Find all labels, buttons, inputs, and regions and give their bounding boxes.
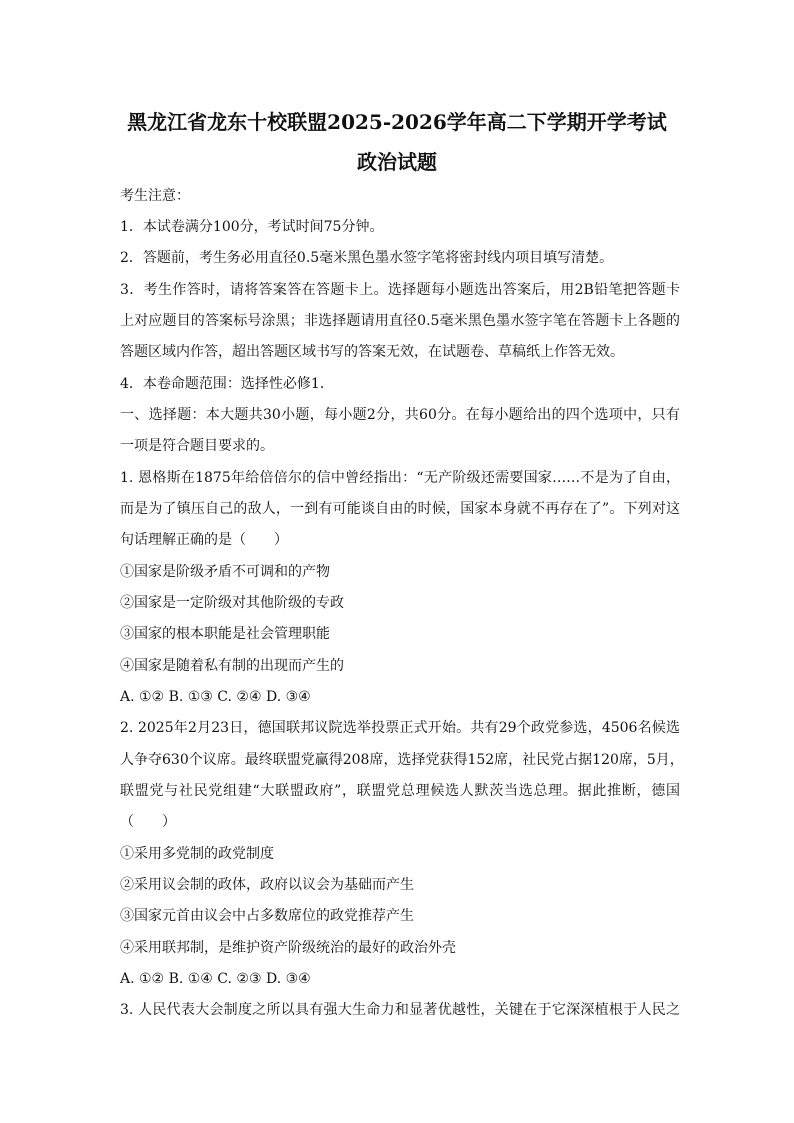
- section-heading: 一、选择题：本大题共30小题，每小题2分，共60分。在每小题给出的四个选项中，只有: [120, 407, 680, 423]
- notice-item: 2．答题前，考生务必用直径0.5毫米黑色墨水签字笔将密封线内项目填写清楚。: [120, 250, 614, 266]
- q1-option: ②国家是一定阶级对其他阶级的专政: [120, 595, 344, 611]
- q1-option: ①国家是阶级矛盾不可调和的产物: [120, 564, 330, 580]
- q1-stem: 而是为了镇压自己的敌人，一到有可能谈自由的时候，国家本身就不再存在了”。下列对这: [120, 501, 680, 517]
- notice-item: 上对应题目的答案标号涂黑；非选择题请用直径0.5毫米黑色墨水签字笔在答题卡上各题的: [120, 313, 680, 329]
- q3-stem: 3. 人民代表大会制度之所以具有强大生命力和显著优越性，关键在于它深深植根于人民之: [120, 1002, 680, 1018]
- q2-stem: （ ）: [120, 814, 176, 830]
- exam-title: 黑龙江省龙东十校联盟2025-2026学年高二下学期开学考试: [127, 110, 667, 134]
- notice-item: 3．考生作答时，请将答案答在答题卡上。选择题每小题选出答案后，用2B铅笔把答题卡: [120, 282, 680, 298]
- q2-option: ①采用多党制的政党制度: [120, 846, 274, 862]
- q1-answers: A. ①② B. ①③ C. ②④ D. ③④: [120, 689, 311, 705]
- section-heading-cont: 一项是符合题目要求的。: [120, 438, 274, 454]
- q2-stem: 联盟党与社民党组建“大联盟政府”，联盟党总理候选人默茨当选总理。据此推断，德国: [120, 783, 680, 799]
- q2-answers: A. ①② B. ①④ C. ②③ D. ③④: [120, 971, 311, 987]
- q1-option: ④国家是随着私有制的出现而产生的: [120, 658, 344, 674]
- exam-subtitle: 政治试题: [357, 150, 437, 174]
- q2-stem: 2. 2025年2月23日，德国联邦议院选举投票正式开始。共有29个政党参选，4506名候选: [120, 720, 680, 736]
- q1-stem: 句话理解正确的是（ ）: [120, 532, 288, 548]
- q2-stem: 人争夺630个议席。最终联盟党赢得208席，选择党获得152席，社民党占据120席，5月，: [120, 752, 684, 768]
- notice-item: 答题区域内作答，超出答题区域书写的答案无效，在试题卷、草稿纸上作答无效。: [120, 344, 624, 360]
- q1-option: ③国家的根本职能是社会管理职能: [120, 626, 330, 642]
- notice-item: 4．本卷命题范围：选择性必修1．: [120, 376, 334, 392]
- q2-option: ③国家元首由议会中占多数席位的政党推荐产生: [120, 908, 414, 924]
- q2-option: ④采用联邦制，是维护资产阶级统治的最好的政治外壳: [120, 940, 456, 956]
- notice-item: 1．本试卷满分100分，考试时间75分钟。: [120, 219, 384, 235]
- notice-heading: 考生注意：: [120, 188, 190, 204]
- q2-option: ②采用议会制的政体，政府以议会为基础而产生: [120, 877, 414, 893]
- q1-stem: 1. 恩格斯在1875年给倍倍尔的信中曾经指出：“无产阶级还需要国家……不是为了自由，: [120, 470, 680, 486]
